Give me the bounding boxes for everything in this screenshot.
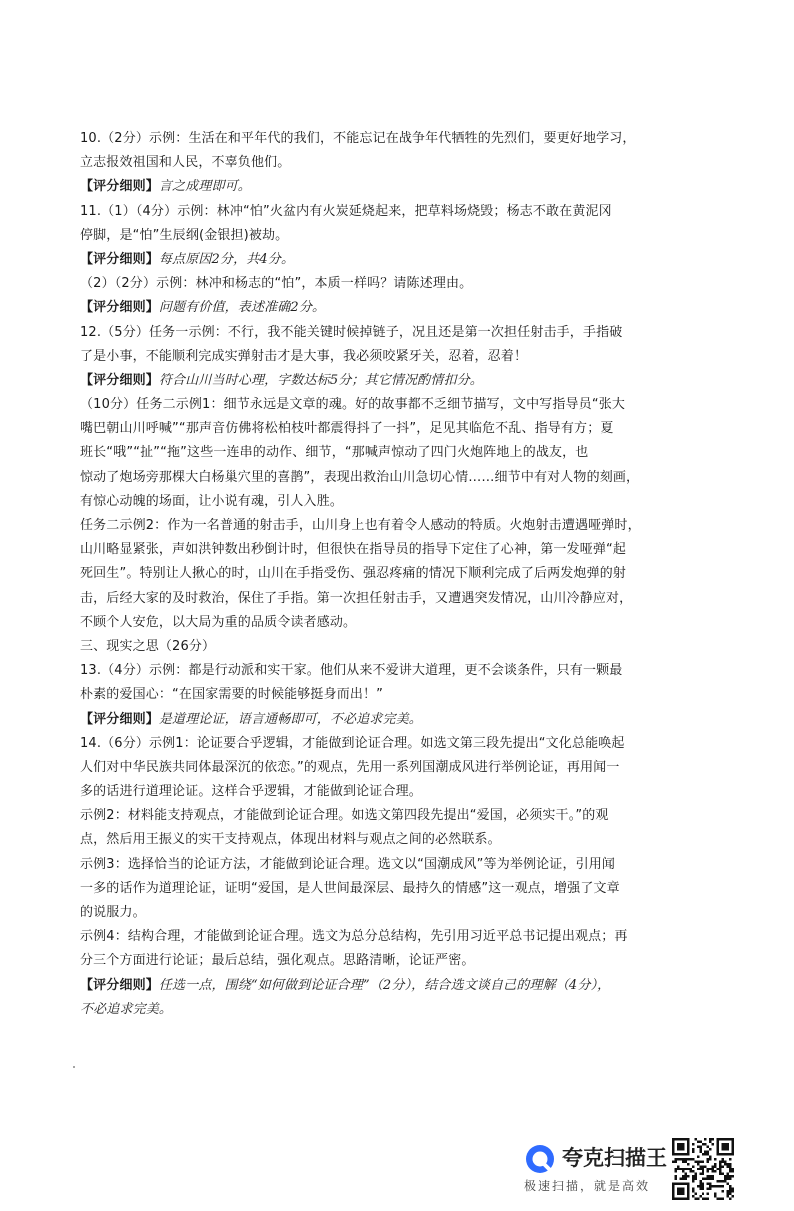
scoring-rule-label: 【评分细则】 xyxy=(80,372,159,388)
qr-code-icon xyxy=(672,1138,734,1200)
line-text: 嘴巴朝山川呼喊”“那声音仿佛将松柏枝叶都震得抖了一抖”，足见其临危不乱、指导有方；夏 xyxy=(80,421,614,437)
text-line xyxy=(80,200,730,224)
text-line xyxy=(80,538,730,562)
line-text: （10分）任务二示例1：细节永远是文章的魂。好的故事都不乏细节描写，文中写指导员“张大 xyxy=(80,397,625,413)
line-text: 示例3：选择恰当的论证方法，才能做到论证合理。选文以“国潮成风”等为举例论证，引用闻 xyxy=(80,856,616,872)
text-line xyxy=(80,804,730,828)
line-text: 每点原因2分，共4分。 xyxy=(158,251,295,267)
text-line xyxy=(80,562,730,586)
text-line xyxy=(80,611,730,635)
line-text: 11.（1）（4分）示例：林冲“怕”火盆内有火炭延烧起来，把草料场烧毁；杨志不敢在黄泥冈 xyxy=(80,203,612,219)
quark-logo-icon xyxy=(524,1143,556,1175)
line-text: 一多的话作为道理论证，证明“爱国，是人世间最深层、最持久的情感”这一观点，增强了文章 xyxy=(80,880,620,896)
answer-sheet xyxy=(80,127,730,1022)
line-text: 10.（2分）示例：生活在和平年代的我们，不能忘记在战争年代牺牲的先烈们，要更好地学习， xyxy=(80,131,636,146)
text-line xyxy=(80,490,730,514)
text-line xyxy=(80,175,730,199)
text-line xyxy=(80,466,730,490)
line-text: 不顾个人安危，以大局为重的品质令读者感动。 xyxy=(80,614,357,630)
text-line xyxy=(80,732,730,756)
line-text: 班长“哦”“扯”“拖”这些一连串的动作、细节，“那喊声惊动了四门火炮阵地上的战友，也 xyxy=(80,445,589,461)
text-line xyxy=(80,224,730,248)
line-text: 问题有价值，表述准确2分。 xyxy=(158,300,326,316)
text-line xyxy=(80,441,730,465)
scoring-rule-label: 【评分细则】 xyxy=(80,300,159,316)
scanner-watermark xyxy=(524,1140,667,1200)
text-line xyxy=(80,756,730,780)
scoring-rule-label: 【评分细则】 xyxy=(80,711,159,727)
scoring-rule-label: 【评分细则】 xyxy=(80,179,159,195)
text-line xyxy=(80,417,730,441)
text-line xyxy=(80,780,730,804)
watermark-title: 夸克扫描王 xyxy=(562,1146,667,1170)
scoring-rule-label: 【评分细则】 xyxy=(80,251,159,267)
text-line xyxy=(80,127,730,151)
text-line xyxy=(80,949,730,973)
line-text: 朴素的爱国心：“在国家需要的时候能够挺身而出！” xyxy=(80,687,384,703)
text-line xyxy=(80,828,730,852)
line-text: 不必追求完美。 xyxy=(80,1001,173,1017)
line-text: 点，然后用王振义的实干支持观点，体现出材料与观点之间的必然联系。 xyxy=(80,832,501,848)
text-line xyxy=(80,296,730,320)
line-text: 人们对中华民族共同体最深沉的依恋。”的观点，先用一系列国潮成风进行举例论证，再用闻一 xyxy=(80,759,620,775)
text-line xyxy=(80,248,730,272)
line-text: （2）（2分）示例：林冲和杨志的“怕”，本质一样吗？请陈述理由。 xyxy=(80,276,473,292)
line-text: 12.（5分）任务一示例：不行，我不能关键时候掉链子，况且还是第一次担任射击手，手指破 xyxy=(80,324,623,340)
line-text: 多的话进行道理论证。这样合乎逻辑，才能做到论证合理。 xyxy=(80,784,422,800)
text-line xyxy=(80,877,730,901)
text-line xyxy=(80,514,730,538)
line-text: 立志报效祖国和人民，不辜负他们。 xyxy=(80,155,291,171)
line-text: 示例4：结构合理，才能做到论证合理。选文为总分总结构，先引用习近平总书记提出观点；再 xyxy=(80,929,628,945)
line-text: 击，后经大家的及时救治，保住了手指。第一次担任射击手，又遭遇突发情况，山川冷静应对， xyxy=(80,590,633,606)
text-line xyxy=(80,321,730,345)
text-line xyxy=(80,635,730,659)
text-line xyxy=(80,853,730,877)
text-line xyxy=(80,151,730,175)
text-line xyxy=(80,369,730,393)
text-line xyxy=(80,683,730,707)
line-text: 山川略显紧张，声如洪钟数出秒倒计时，但很快在指导员的指导下定住了心神，第一发哑弹“起 xyxy=(80,542,627,558)
text-line xyxy=(80,974,730,998)
text-line xyxy=(80,708,730,732)
line-text: 任务二示例2：作为一名普通的射击手，山川身上也有着令人感动的特质。火炮射击遭遇哑弹时， xyxy=(80,518,641,533)
text-line xyxy=(80,272,730,296)
watermark-subtitle: 极速扫描，就是高效 xyxy=(524,1179,651,1193)
text-line xyxy=(80,998,730,1022)
line-text: 停脚，是“怕”生辰纲(金银担)被劫。 xyxy=(80,227,289,243)
line-text: 13.（4分）示例：都是行动派和实干家。他们从来不爱讲大道理，更不会谈条件，只有一颗最 xyxy=(80,663,623,679)
scoring-rule-label: 【评分细则】 xyxy=(80,977,159,993)
line-text: 惊动了炮场旁那棵大白杨巢穴里的喜鹊”，表现出救治山川急切心情……细节中有对人物的刻画， xyxy=(80,469,640,485)
line-text: 分三个方面进行论证；最后总结，强化观点。思路清晰，论证严密。 xyxy=(80,953,475,969)
line-text: 有惊心动魄的场面，让小说有魂，引人入胜。 xyxy=(80,493,344,509)
scan-speck xyxy=(73,1066,75,1068)
line-text: 14.（6分）示例1：论证要合乎逻辑，才能做到论证合理。如选文第三段先提出“文化总能唤起 xyxy=(80,735,625,751)
line-text: 是道理论证，语言通畅即可，不必追求完美。 xyxy=(158,711,422,727)
line-text: 了是小事，不能顺利完成实弹射击才是大事，我必须咬紧牙关，忍着，忍着！ xyxy=(80,348,528,364)
line-text: 三、现实之思（26分） xyxy=(80,638,216,654)
text-line xyxy=(80,587,730,611)
text-line xyxy=(80,345,730,369)
line-text: 言之成理即可。 xyxy=(158,179,251,195)
text-line xyxy=(80,901,730,925)
line-text: 任选一点，围绕“如何做到论证合理”（2分），结合选文谈自己的理解（4分）， xyxy=(158,977,611,993)
text-line xyxy=(80,925,730,949)
line-text: 示例2：材料能支持观点，才能做到论证合理。如选文第四段先提出“爱国，必须实干。”的观 xyxy=(80,808,609,824)
text-line xyxy=(80,659,730,683)
line-text: 的说服力。 xyxy=(80,905,146,920)
text-line xyxy=(80,393,730,417)
line-text: 死回生”。特别让人揪心的时，山川在手指受伤、强忍疼痛的情况下顺利完成了后两发炮弹的射 xyxy=(80,566,627,582)
line-text: 符合山川当时心理，字数达标5分；其它情况酌情扣分。 xyxy=(158,372,483,388)
